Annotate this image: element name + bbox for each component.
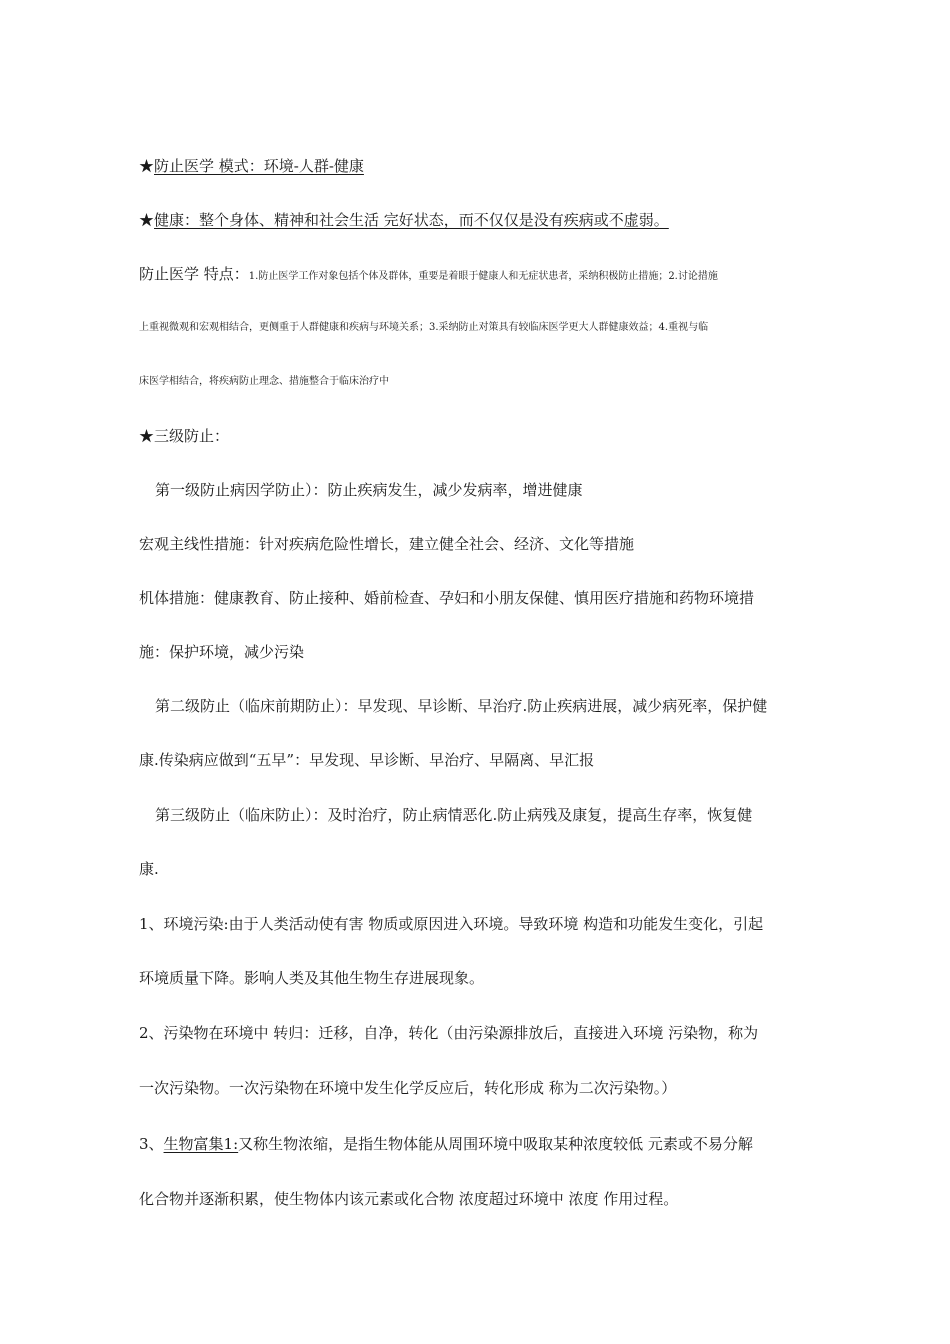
paragraph-features-line-2: 上重视微观和宏观相结合，更侧重于人群健康和疾病与环境关系；3.采纳防止对策具有较临床医学更大人群健康效益；4.重视与临 [139, 322, 709, 333]
second-level-prevention-line-1: 第二级防止（临床前期防止）：早发现、早诊断、早治疗.防止疾病进展，减少病死率，保护健 [155, 697, 768, 715]
features-text: 1.防止医学工作对象包括个体及群体，重要是着眼于健康人和无症状患者，采纳积极防止措施；2.讨论措施 [248, 271, 718, 282]
body-measures-line-1: 机体措施：健康教育、防止接种、婚前检查、孕妇和小朋友保健、慎用医疗措施和药物环境措 [139, 589, 755, 607]
model-text: 防止医学 模式：环境-人群-健康 [154, 157, 364, 175]
item-3-bioaccumulation-line-2: 化合物并逐渐积累，使生物体内该元素或化合物 浓度超过环境中 浓度 作用过程。 [139, 1190, 679, 1208]
star-icon: ★ [139, 157, 155, 175]
features-lead: 防止医学 特点： [139, 265, 249, 283]
first-level-prevention: 第一级防止病因学防止）：防止疾病发生，减少发病率，增进健康 [155, 481, 583, 499]
item-2-pollutant-fate-line-1: 2、污染物在环境中 转归：迁移，自净，转化（由污染源排放后，直接进入环境 污染物，称为 [139, 1024, 759, 1042]
item-number: 3、 [139, 1135, 164, 1153]
paragraph-features-line-1 [139, 264, 718, 287]
macro-measures: 宏观主线性措施：针对疾病危险性增长，建立健全社会、经济、文化等措施 [139, 535, 635, 553]
item-1-environment-pollution-line-2: 环境质量下降。影响人类及其他生物生存进展现象。 [139, 969, 485, 987]
third-level-prevention-line-1: 第三级防止（临床防止）：及时治疗，防止病情恶化.防止病残及康复，提高生存率，恢复健 [155, 806, 753, 824]
body-measures-line-2: 施：保护环境，减少污染 [139, 643, 305, 661]
item-3-bioaccumulation-line-1 [139, 1134, 753, 1154]
second-level-prevention-line-2: 康.传染病应做到“五早”：早发现、早诊断、早治疗、早隔离、早汇报 [139, 751, 595, 769]
bioaccumulation-text: 又称生物浓缩，是指生物体能从周围环境中吸取某种浓度较低 元素或不易分解 [238, 1135, 753, 1153]
third-level-prevention-line-2: 康. [139, 860, 159, 878]
heading-preventive-medicine-model [139, 156, 364, 176]
item-2-pollutant-fate-line-2: 一次污染物。一次污染物在环境中发生化学反应后，转化形成 称为二次污染物。） [139, 1079, 677, 1097]
item-1-environment-pollution-line-1: 1、环境污染:由于人类活动使有害 物质或原因进入环境。导致环境 构造和功能发生变化，引起 [139, 915, 764, 933]
heading-three-level-prevention: ★三级防止： [139, 427, 230, 445]
heading-health-definition [139, 210, 669, 230]
bioaccumulation-term: 生物富集1: [163, 1135, 239, 1153]
health-text: 健康：整个身体、精神和社会生活 完好状态，而不仅仅是没有疾病或不虚弱。 [154, 211, 669, 229]
star-icon: ★ [139, 211, 155, 229]
paragraph-features-line-3: 床医学相结合，将疾病防止理念、措施整合于临床治疗中 [139, 376, 389, 387]
